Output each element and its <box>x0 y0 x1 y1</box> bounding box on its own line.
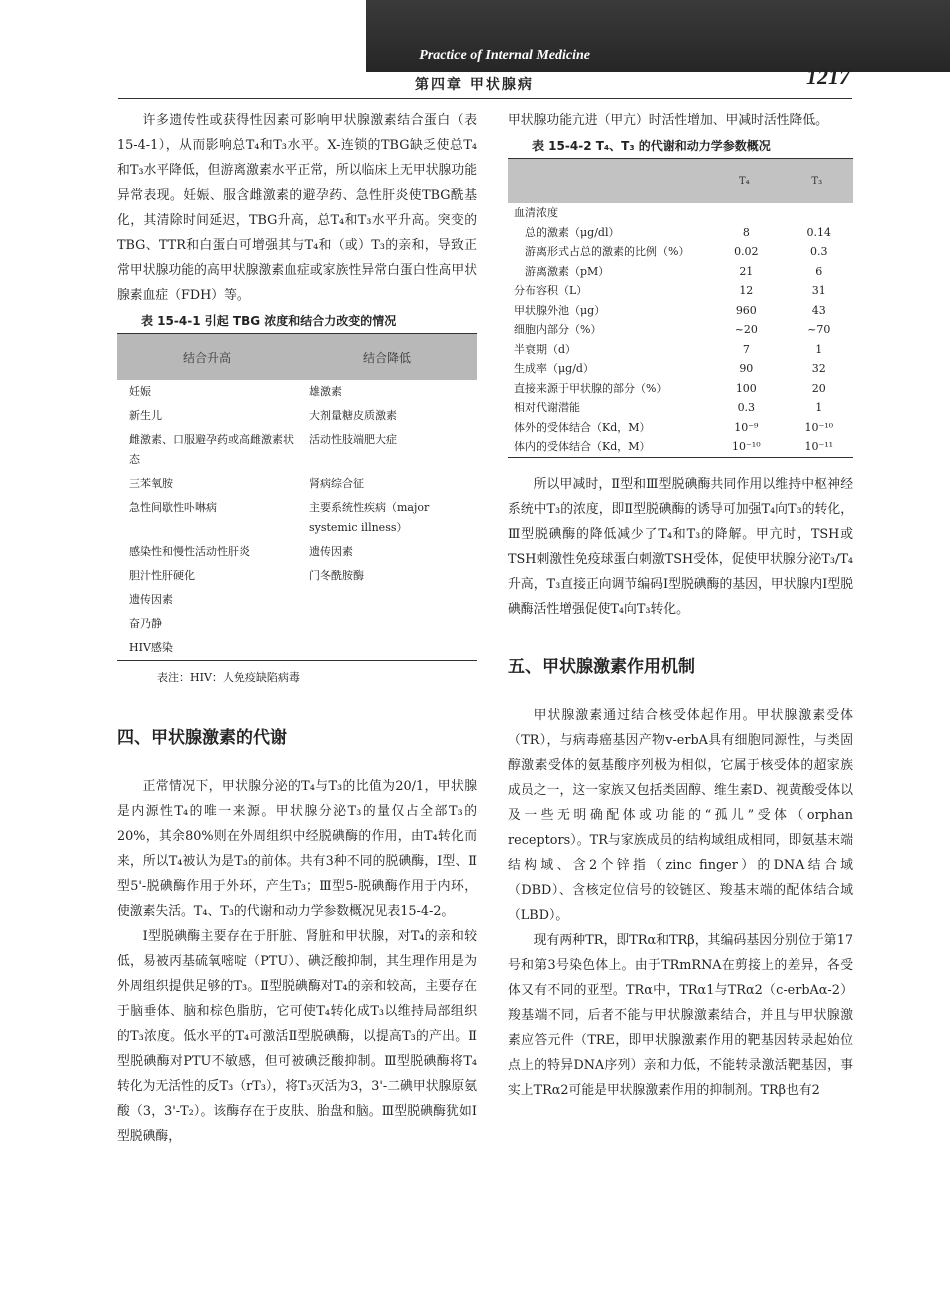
table1-note: 表注：HIV：人免疫缺陷病毒 <box>157 671 300 684</box>
table1-header-increase: 结合升高 <box>117 334 297 381</box>
table-row: 游离激素（pM） 21 6 <box>514 264 823 278</box>
table-row: 相对代谢潜能 0.3 1 <box>514 401 823 414</box>
journal-title-en: Practice of Internal Medicine <box>419 48 590 63</box>
header-rule <box>118 98 852 99</box>
table-row: 妊娠 雄激素 <box>129 385 342 398</box>
table-row: 体内的受体结合（Kd，M） 10⁻¹⁰ 10⁻¹¹ <box>514 440 834 453</box>
table2-header-t4: T₄ <box>708 159 780 204</box>
paragraph-hypothyroid: 所以甲减时，Ⅱ型和Ⅲ型脱碘酶共同作用以维持中枢神经系统中T₃的浓度，即Ⅱ型脱碘酶的诱导可加强T₄向T₃的转化，Ⅲ型脱碘酶的降低减少了T₄和T₃的降解。甲亢时，TSH或TSH刺激性免疫球蛋白刺激TSH受体，促使甲状腺分泌T₃/T₄升高，T₃直接正向调节编码Ⅰ型脱碘酶的基因，甲状腺内Ⅰ型脱碘酶活性增强促使T₄向T₃转化。 <box>508 476 853 617</box>
table-tbg-changes <box>117 333 477 661</box>
table-row: 急性间歇性卟啉病 主要系统性疾病（major systemic illness） <box>129 501 430 534</box>
table1-caption: 表 15-4-1 引起 TBG 浓度和结合力改变的情况 <box>141 314 397 328</box>
table-row: 体外的受体结合（Kd，M） 10⁻⁹ 10⁻¹⁰ <box>514 420 834 434</box>
table2-caption: 表 15-4-2 T₄、T₃ 的代谢和动力学参数概况 <box>532 139 771 153</box>
table-row: 总的激素（μg/dl） 8 0.14 <box>514 225 832 239</box>
table-row: 胆汁性肝硬化 门冬酰胺酶 <box>129 569 364 582</box>
table-row: 雌激素、口服避孕药或高雌激素状态 活动性肢端肥大症 <box>129 433 397 466</box>
table-t4-t3-kinetics <box>508 158 853 458</box>
section-5-heading: 五、甲状腺激素作用机制 <box>508 656 695 677</box>
chapter-title: 第四章 甲状腺病 <box>415 77 534 93</box>
paragraph-mechanism-2: 现有两种TR，即TRα和TRβ，其编码基因分别位于第17号和第3号染色体上。由于TRmRNA在剪接上的差异，各受体又有不同的亚型。TRα中，TRα1与TRα2（c-erbAα-2）羧基端不同，后者不能与甲状腺激素结合，并且与甲状腺激素应答元件（TRE，即甲状腺激素作用的靶基因转录起始位点上的特异DNA序列）亲和力低，不能转录激活靶基因，事实上TRα2可能是甲状腺激素作用的抑制剂。TRβ也有2 <box>508 932 853 1098</box>
paragraph-metabolism-1: 正常情况下，甲状腺分泌的T₄与T₃的比值为20/1，甲状腺是内源性T₄的唯一来源。甲状腺分泌T₃的量仅占全部T₃的20%，其余80%则在外周组织中经脱碘酶的作用，由T₄转化而来，所以T₄被认为是T₃的前体。共有3种不同的脱碘酶，Ⅰ型、Ⅱ型5'-脱碘酶作用于外环，产生T₃；Ⅲ型5-脱碘酶作用于内环，使激素失活。T₄、T₃的代谢和动力学参数概况见表15-4-2。 <box>117 779 477 919</box>
table2-header-t3: T₃ <box>781 159 853 204</box>
table-row: 感染性和慢性活动性肝炎 遗传因素 <box>129 545 353 558</box>
left-column <box>117 108 477 1149</box>
section-4-heading: 四、甲状腺激素的代谢 <box>117 728 287 748</box>
table-row: 奋乃静 <box>129 617 162 630</box>
table-row: 遗传因素 <box>129 593 173 606</box>
paragraph-metabolism-2: Ⅰ型脱碘酶主要存在于肝脏、肾脏和甲状腺，对T₄的亲和较低，易被丙基硫氧嘧啶（PTU）、碘泛酸抑制，其生理作用是为外周组织提供足够的T₃。Ⅱ型脱碘酶对T₄的亲和较高，主要存在于脑垂体、脑和棕色脂肪，它可使T₄转化成T₃以维持局部组织的T₃浓度。低水平的T₄可激活Ⅱ型脱碘酶，以提高T₃的产出。Ⅱ型脱碘酶对PTU不敏感，但可被碘泛酸抑制。Ⅲ型脱碘酶将T₄转化为无活性的反T₃（rT₃），将T₃灭活为3，3'-二碘甲状腺原氨酸（3，3'-T₂）。该酶存在于皮肤、胎盘和脑。Ⅲ型脱碘酶犹如Ⅰ型脱碘酶， <box>117 929 477 1144</box>
table-row: 三苯氧胺 肾病综合征 <box>129 477 364 490</box>
page-number: 1217 <box>806 64 850 89</box>
paragraph-continued: 甲状腺功能亢进（甲亢）时活性增加、甲减时活性降低。 <box>508 113 828 128</box>
table-row: 半衰期（d） 7 1 <box>514 342 823 356</box>
table-row: 细胞内部分（%） ~20 ~70 <box>514 323 831 336</box>
table-row: 分布容积（L） 12 31 <box>514 284 826 297</box>
table-row: 直接来源于甲状腺的部分（%） 100 20 <box>514 381 826 395</box>
table-row: 游离形式占总的激素的比例（%） 0.02 0.3 <box>514 245 828 258</box>
journal-banner <box>366 0 950 72</box>
table-row: 新生儿 大剂量糖皮质激素 <box>129 409 397 422</box>
table2-header-param <box>508 159 708 204</box>
table-row: HIV感染 <box>129 641 173 654</box>
right-column <box>508 108 853 1103</box>
paragraph-tbg-intro: 许多遗传性或获得性因素可影响甲状腺激素结合蛋白（表15-4-1），从而影响总T₄和T₃水平。X-连锁的TBG缺乏使总T₄和T₃水平降低，但游离激素水平正常，所以临床上无甲状腺功能异常表现。妊娠、服含雌激素的避孕药、急性肝炎使TBG酰基化，其清除时间延迟，TBG升高，总T₄和T₃水平升高。突变的TBG、TTR和白蛋白可增强其与T₄和（或）T₃的亲和，导致正常甲状腺功能的高甲状腺激素血症或家族性异常白蛋白性高甲状腺素血症（FDH）等。 <box>117 113 477 303</box>
table-row: 血清浓度 <box>514 206 558 219</box>
paragraph-mechanism-1: 甲状腺激素通过结合核受体起作用。甲状腺激素受体（TR），与病毒癌基因产物v-erbA具有细胞同源性，与类固醇激素受体的氨基酸序列极为相似，它属于核受体的超家族成员之一，这一家族又包括类固醇、维生素D、视黄酸受体以及一些无明确配体或功能的“孤儿”受体（orphan receptors）。TR与家族成员的结构域组成相同，即氨基末端结构域、含2个锌指（zinc finger）的DNA结合域（DBD）、含核定位信号的铰链区、羧基末端的配体结合域（LBD）。 <box>508 707 853 923</box>
table-row: 生成率（μg/d） 90 32 <box>514 362 826 375</box>
table-row: 甲状腺外池（μg） 960 43 <box>514 303 826 317</box>
table1-header-decrease: 结合降低 <box>297 334 477 381</box>
